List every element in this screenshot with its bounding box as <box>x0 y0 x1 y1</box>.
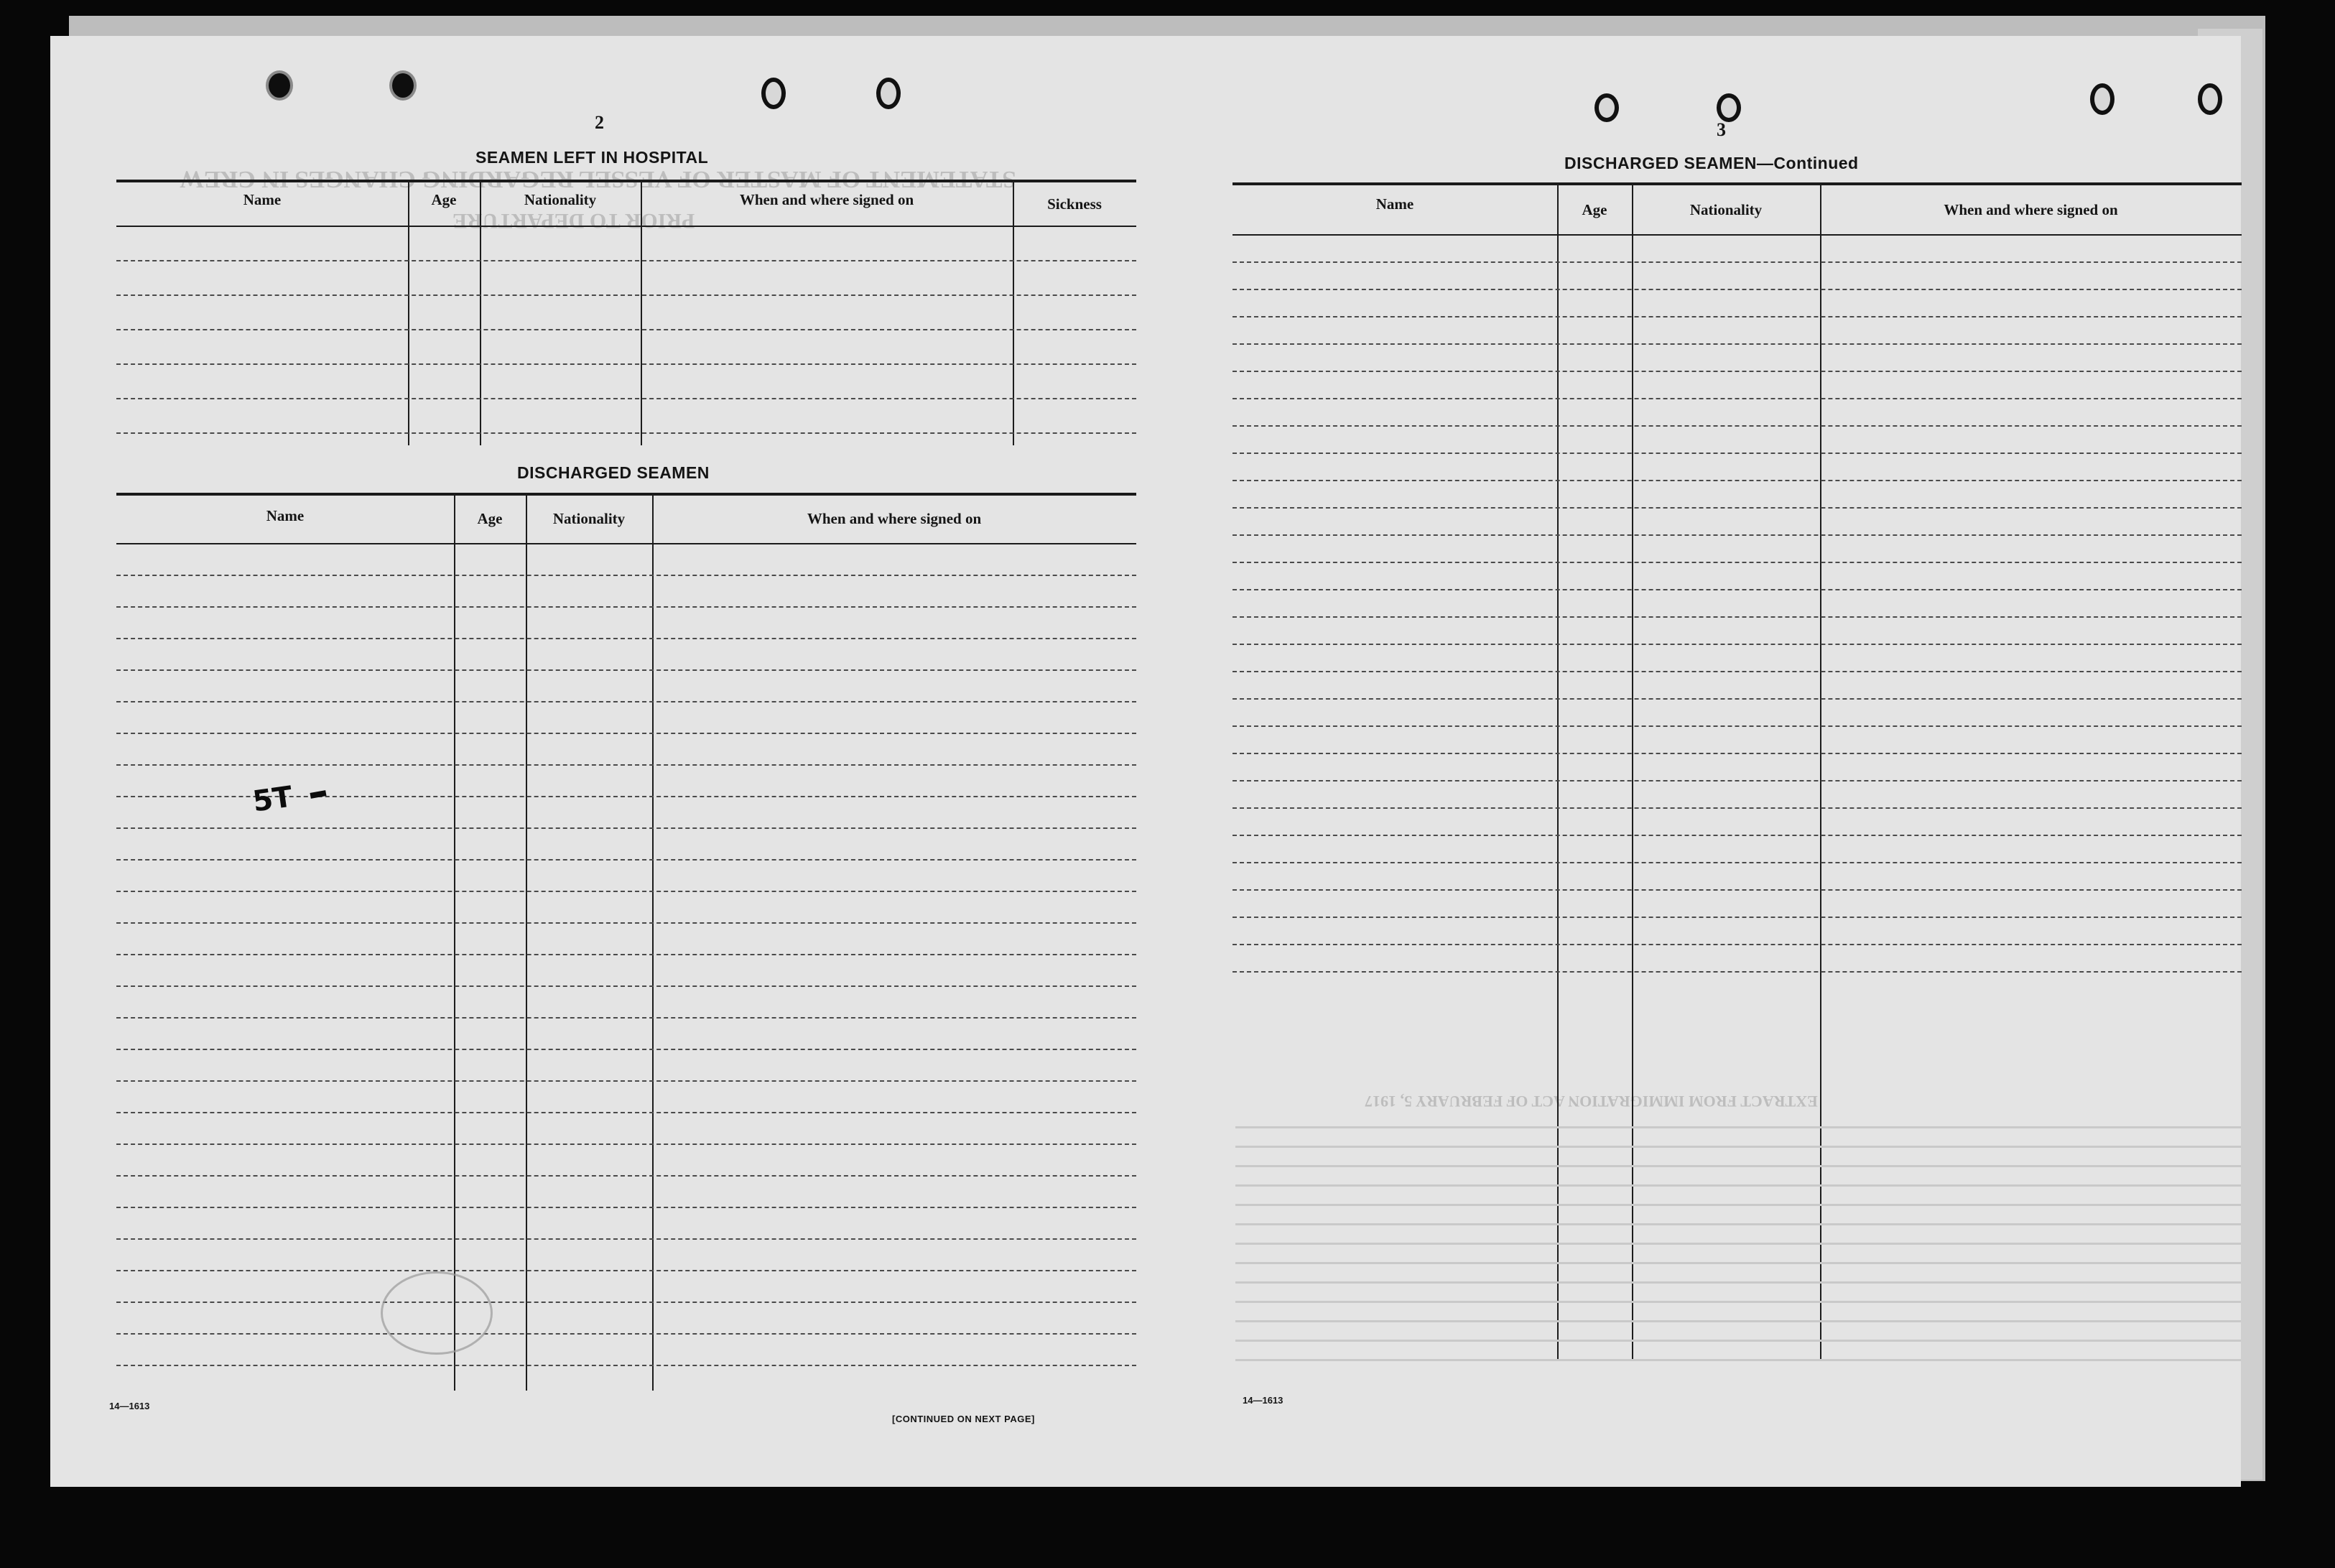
table-row <box>116 1333 1136 1335</box>
bleed-through-paragraph <box>1235 1113 2241 1365</box>
table-row <box>1233 753 2242 754</box>
table-row <box>1233 480 2242 481</box>
punch-hole <box>389 70 417 101</box>
right-col-signed-on: When and where signed on <box>1944 201 2118 218</box>
table-row <box>1233 453 2242 454</box>
table-row <box>116 891 1136 892</box>
discharged-section-title: DISCHARGED SEAMEN <box>517 463 710 482</box>
faint-stamp <box>381 1271 493 1355</box>
table-row <box>116 1112 1136 1113</box>
table-row <box>1233 398 2242 399</box>
table-row <box>116 294 1136 296</box>
table-row <box>1233 917 2242 918</box>
table-row <box>116 669 1136 671</box>
punch-hole <box>1594 93 1619 122</box>
table-row <box>116 859 1136 860</box>
table-row <box>1233 944 2242 945</box>
right-col-name: Name <box>1375 195 1414 213</box>
table-row <box>116 329 1136 330</box>
hospital-table <box>116 180 1136 445</box>
handwritten-mark: 5T <box>251 780 295 819</box>
table-row <box>116 764 1136 766</box>
table-row <box>1233 562 2242 563</box>
discharged-col-signed-on: When and where signed on <box>807 510 982 527</box>
punch-hole <box>2198 83 2222 115</box>
form-number-right: 14—1613 <box>1243 1395 1283 1406</box>
table-row <box>116 1017 1136 1019</box>
table-row <box>116 1302 1136 1303</box>
table-row <box>116 1270 1136 1271</box>
table-row <box>116 733 1136 734</box>
continued-note: [CONTINUED ON NEXT PAGE] <box>892 1414 1035 1424</box>
hospital-col-name: Name <box>243 191 282 208</box>
hospital-col-nationality: Nationality <box>524 191 597 208</box>
form-number-left: 14—1613 <box>109 1401 150 1411</box>
table-row <box>1233 425 2242 427</box>
right-col-age: Age <box>1582 201 1607 218</box>
right-col-nationality: Nationality <box>1689 201 1763 218</box>
table-row <box>116 363 1136 365</box>
table-row <box>116 922 1136 924</box>
table-row <box>1233 316 2242 317</box>
table-row <box>116 638 1136 639</box>
table-row <box>1233 862 2242 863</box>
table-row <box>1233 644 2242 645</box>
punch-hole <box>761 78 786 109</box>
punch-hole <box>1717 93 1741 122</box>
table-row <box>116 260 1136 261</box>
table-row <box>1233 971 2242 973</box>
table-row <box>1233 261 2242 263</box>
document-sheet <box>50 36 2241 1487</box>
table-row <box>1233 889 2242 891</box>
table-row <box>116 827 1136 829</box>
hospital-col-age: Age <box>431 191 457 208</box>
punch-hole <box>2090 83 2115 115</box>
table-row <box>116 985 1136 987</box>
hospital-col-signed-on: When and where signed on <box>739 191 914 208</box>
discharged-table-left <box>116 493 1136 1391</box>
table-row <box>116 606 1136 608</box>
table-row <box>1233 835 2242 836</box>
page-number-left: 2 <box>595 112 604 133</box>
table-row <box>1233 534 2242 536</box>
hospital-col-sickness: Sickness <box>1047 195 1102 213</box>
table-row <box>116 575 1136 576</box>
table-row <box>116 1365 1136 1366</box>
table-row <box>1233 507 2242 509</box>
table-row <box>116 954 1136 955</box>
bleed-through-title: STATEMENT OF MASTER OF VESSEL REGARDING CHANGES IN CREW <box>180 166 1016 192</box>
page-number-right: 3 <box>1717 119 1726 140</box>
table-row <box>1233 289 2242 290</box>
table-row <box>1233 698 2242 700</box>
table-row <box>1233 616 2242 618</box>
table-row <box>1233 807 2242 809</box>
table-row <box>1233 725 2242 727</box>
discharged-col-age: Age <box>477 510 503 527</box>
table-row <box>116 1143 1136 1145</box>
hospital-section-title: SEAMEN LEFT IN HOSPITAL <box>475 148 709 167</box>
table-row <box>1233 589 2242 590</box>
table-row <box>116 1175 1136 1177</box>
discharged-continued-title: DISCHARGED SEAMEN—Continued <box>1564 154 1859 172</box>
table-row <box>116 1049 1136 1050</box>
table-row <box>116 1207 1136 1208</box>
punch-hole <box>876 78 901 109</box>
table-row <box>116 398 1136 399</box>
bleed-through-section: EXTRACT FROM IMMIGRATION ACT OF FEBRUARY 5, 1917 <box>1365 1093 1818 1110</box>
bleed-through-subtitle: PRIOR TO DEPARTURE <box>452 209 695 233</box>
table-row <box>1233 780 2242 781</box>
discharged-col-name: Name <box>266 507 305 524</box>
table-row <box>116 432 1136 434</box>
table-row <box>1233 343 2242 345</box>
table-row <box>116 701 1136 702</box>
table-row <box>1233 671 2242 672</box>
table-row <box>116 1238 1136 1240</box>
discharged-col-nationality: Nationality <box>552 510 626 527</box>
table-row <box>116 1080 1136 1082</box>
punch-hole <box>266 70 293 101</box>
table-row <box>1233 371 2242 372</box>
